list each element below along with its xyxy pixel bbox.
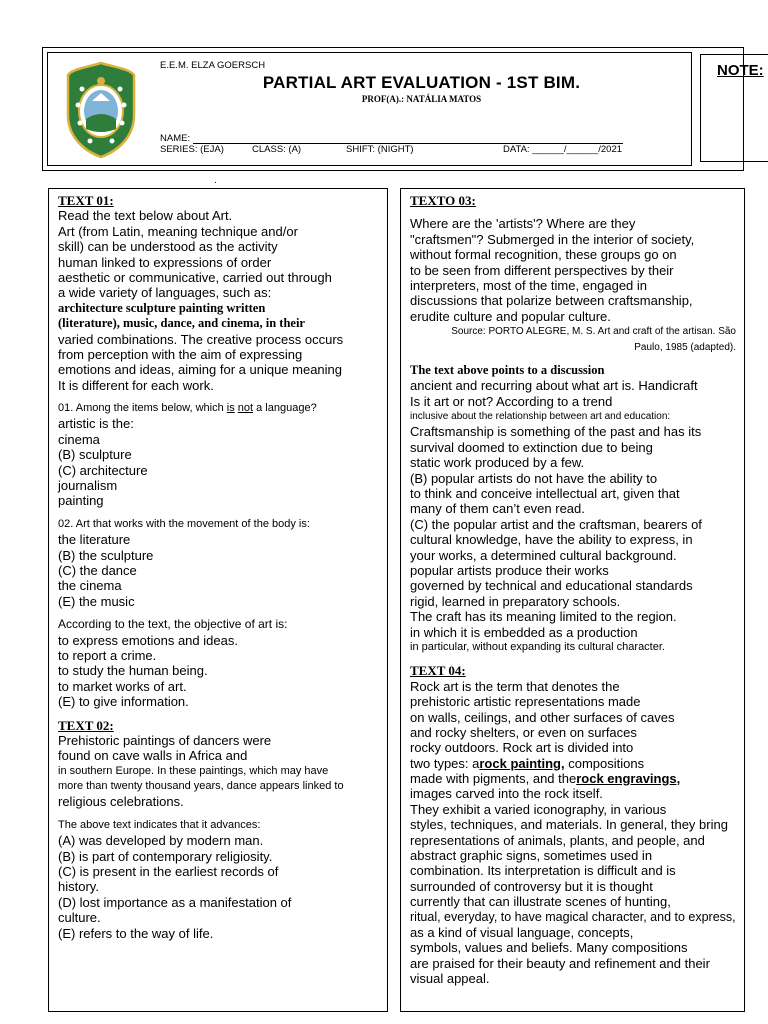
answer-option: (C) is present in the earliest records of [58, 864, 279, 880]
text-line: Art (from Latin, meaning technique and/or [58, 223, 298, 239]
answer-option: (B) the sculpture [58, 547, 154, 563]
text-line: as a kind of visual language, concepts, [410, 924, 634, 940]
text-line: currently that can illustrate scenes of hunting, [410, 894, 671, 910]
text-line: in southern Europe. In these paintings, which may have [58, 764, 329, 777]
text-line: discussions that polarize between craftsmanship, [410, 293, 693, 309]
text-line: are praised for their beauty and refinement and their [410, 955, 710, 971]
answer-option: (E) to give information. [58, 694, 189, 710]
answer-option: (E) refers to the way of life. [58, 925, 214, 941]
answer-option: culture. [58, 910, 101, 926]
answer-option: many of them can’t even read. [410, 501, 585, 517]
series-label: SERIES: (EJA) [160, 144, 224, 155]
question-05-stem [410, 378, 736, 409]
text-line: a wide variety of languages, such as: [58, 285, 272, 301]
text-line: ancient and recurring about what art is. Handicraft [410, 378, 698, 394]
text04-body-b [410, 802, 736, 987]
school-name: E.E.M. ELZA GOERSCH [160, 60, 266, 71]
text02-title: TEXT 02: [58, 717, 114, 733]
answer-option: to report a crime. [58, 647, 157, 663]
answer-option: your works, a determined cultural background. [410, 547, 677, 563]
question-05-stem-small: inclusive about the relationship between art and education: [410, 411, 671, 423]
left-column [48, 188, 388, 1012]
answer-option: (A) was developed by modern man. [58, 833, 264, 849]
answer-option: artistic is the: [58, 416, 134, 432]
text-line: "craftsmen"? Submerged in the interior of society, [410, 231, 695, 247]
answer-option: (C) architecture [58, 462, 148, 478]
answer-option: (B) is part of contemporary religiosity. [58, 848, 273, 864]
answer-option: static work produced by a few. [410, 455, 585, 471]
text-line: It is different for each work. [58, 377, 214, 393]
answer-option: the cinema [58, 578, 122, 594]
text02-body [58, 733, 388, 764]
note-box[interactable] [700, 54, 768, 162]
question-05: The text above points to a discussion [410, 362, 605, 377]
name-row [160, 133, 623, 144]
answer-option: cultural knowledge, have the ability to express, in [410, 532, 693, 548]
text-line: ritual, everyday, to have magical character, and to express, [410, 909, 736, 924]
question-03-options [58, 633, 388, 710]
source-line: Source: PORTO ALEGRE, M. S. Art and craft of the artisan. São [451, 326, 736, 338]
answer-option: governed by technical and educational standards [410, 578, 693, 594]
text-line-bold: (literature), music, dance, and cinema, in their [58, 316, 305, 331]
answer-option: to market works of art. [58, 678, 187, 694]
answer-option: to study the human being. [58, 663, 208, 679]
text04-body-a [410, 679, 736, 756]
answer-option: (D) lost importance as a manifestation of [58, 894, 292, 910]
text-line: and rocky shelters, or even on surfaces [410, 724, 637, 740]
text-line: styles, techniques, and materials. In general, they bring [410, 817, 728, 833]
text-line: without formal recognition, these groups go on [410, 247, 677, 263]
text-line: Rock art is the term that denotes the [410, 678, 620, 694]
text-line: prehistoric artistic representations made [410, 694, 641, 710]
date-field[interactable]: DATA: ______/______/2021 [503, 144, 623, 155]
answer-option: (B) sculpture [58, 447, 132, 463]
answer-option: to think and conceive intellectual art, given that [410, 486, 680, 502]
answer-option: (E) the music [58, 593, 135, 609]
class-label: CLASS: (A) [252, 144, 302, 155]
question-01: 01. Among the items below, which is not a language? [58, 402, 317, 415]
right-column [400, 188, 745, 1012]
text04-images-line: images carved into the rock itself. [410, 786, 603, 802]
text-line-bold: architecture sculpture painting written [58, 300, 266, 315]
answer-option: history. [58, 879, 99, 895]
text-line: human linked to expressions of order [58, 254, 272, 270]
text-line: surrounded of controversy but it is thought [410, 878, 653, 894]
question-05-options [410, 424, 736, 639]
text-line: aesthetic or communicative, carried out through [58, 269, 332, 285]
text-line: emotions and ideas, aiming for a unique meaning [58, 362, 343, 378]
text03-title: TEXTO 03: [410, 193, 476, 208]
text01-title: TEXT 01: [58, 193, 114, 208]
answer-option: (C) the popular artist and the craftsman, bearers of [410, 516, 702, 532]
answer-option: the literature [58, 532, 131, 548]
name-label: NAME: [160, 133, 191, 144]
text-line: varied combinations. The creative process occurs [58, 331, 344, 347]
answer-option: Craftsmanship is something of the past and has its [410, 424, 702, 440]
text-line: Read the text below about Art. [58, 208, 233, 224]
answer-option: rigid, learned in preparatory schools. [410, 593, 621, 609]
text04-types-line: two types: arock painting, compositions [410, 755, 645, 771]
text-line: more than twenty thousand years, dance appears linked to [58, 780, 344, 793]
text-line: abstract graphic signs, sometimes used in [410, 848, 653, 864]
stray-dot: . [214, 175, 217, 186]
text-line: to be seen from different perspectives by their [410, 262, 674, 278]
question-02: 02. Art that works with the movement of the body is: [58, 517, 310, 530]
text-line: visual appeal. [410, 971, 490, 987]
answer-option: (C) the dance [58, 562, 137, 578]
answer-option: survival doomed to extinction due to being [410, 439, 653, 455]
answer-option: to express emotions and ideas. [58, 632, 238, 648]
text-line: representations of animals, plants, and people, and [410, 832, 705, 848]
text01-bold [58, 301, 388, 332]
text01-body [58, 208, 388, 300]
question-02-options [58, 532, 388, 609]
teacher-name: PROF(A).: NATÁLIA MATOS [361, 94, 482, 104]
text04-made-line: made with pigments, and therock engravings, [410, 771, 681, 787]
text-line: Where are the 'artists'? Where are they [410, 216, 636, 232]
answer-option: popular artists produce their works [410, 562, 609, 578]
answer-option: (B) popular artists do not have the ability to [410, 470, 658, 486]
text-line: Is it art or not? According to a trend [410, 393, 613, 409]
text-line: Prehistoric paintings of dancers were [58, 732, 272, 748]
answer-option: journalism [58, 478, 118, 494]
text02-end: religious celebrations. [58, 794, 184, 810]
evaluation-header [42, 47, 764, 171]
text-line: from perception with the aim of expressing [58, 346, 303, 362]
header-info-box [47, 52, 692, 166]
question-04: The above text indicates that it advances: [58, 818, 261, 831]
text04-title: TEXT 04: [410, 663, 466, 679]
shift-label: SHIFT: (NIGHT) [346, 144, 414, 155]
answer-option: cinema [58, 431, 100, 447]
text-line: symbols, values and beliefs. Many compositions [410, 940, 688, 956]
text-line: erudite culture and popular culture. [410, 308, 611, 324]
text03-body [410, 216, 736, 324]
question-01-options [58, 416, 388, 508]
text-line: found on cave walls in Africa and [58, 748, 248, 764]
name-field[interactable] [193, 134, 623, 144]
text-line: on walls, ceilings, and other surfaces of caves [410, 709, 675, 725]
question-04-options [58, 833, 388, 941]
text-line: rocky outdoors. Rock art is divided into [410, 740, 634, 756]
source-line: Paulo, 1985 (adapted). [634, 341, 736, 353]
text03-source [410, 324, 736, 355]
question-03: According to the text, the objective of art is: [58, 617, 288, 632]
text01-rest [58, 332, 388, 394]
answer-option: in which it is embedded as a production [410, 624, 638, 640]
question-05-last: in particular, without expanding its cultural character. [410, 640, 665, 653]
school-crest-logo [62, 59, 140, 161]
page-title: PARTIAL ART EVALUATION - 1ST BIM. [262, 73, 581, 92]
answer-option: The craft has its meaning limited to the region. [410, 609, 677, 625]
text-line: They exhibit a varied iconography, in various [410, 801, 667, 817]
text02-small [58, 764, 388, 795]
note-label: NOTE: [717, 62, 764, 79]
text-line: skill) can be understood as the activity [58, 239, 278, 255]
text-line: combination. Its interpretation is difficult and is [410, 863, 676, 879]
text-line: interpreters, most of the time, engaged in [410, 277, 648, 293]
answer-option: painting [58, 493, 104, 509]
